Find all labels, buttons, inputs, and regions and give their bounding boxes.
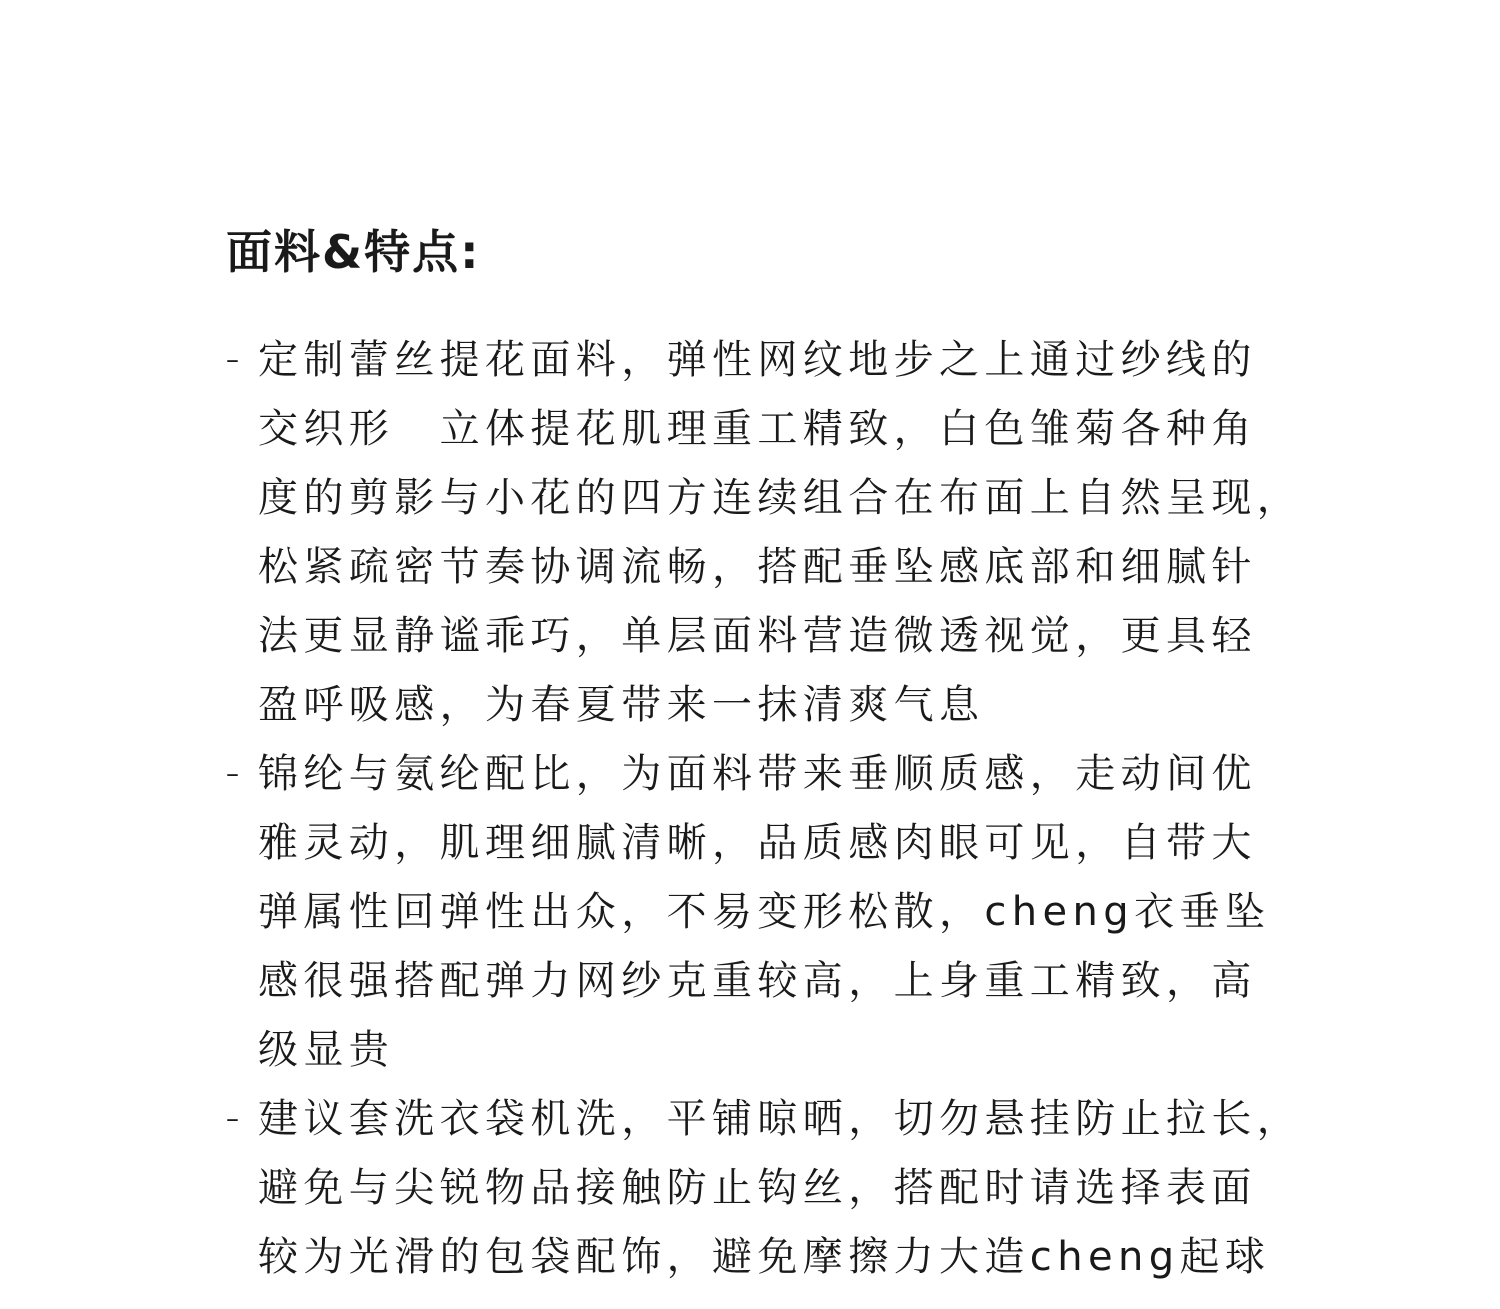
- feature-text: 建议套洗衣袋机洗，平铺晾晒，切勿悬挂防止拉长， 避免与尖锐物品接触防止钩丝，搭配时请选择表面 较为光滑的包袋配饰，避免摩擦力大造cheng起球: [258, 1096, 1303, 1280]
- fabric-features-section: [226, 220, 1346, 1292]
- feature-item-material: [226, 740, 1346, 1085]
- bullet-dash-icon: –: [226, 759, 239, 789]
- bullet-dash-icon: –: [226, 1104, 239, 1134]
- feature-text: 锦纶与氨纶配比，为面料带来垂顺质感，走动间优 雅灵动，肌理细腻清晰，品质感肉眼可见，自带大 弹属性回弹性出众，不易变形松散，cheng衣垂坠 感很强搭配弹力网纱克重较高，上身重工精致，高 级显贵: [258, 751, 1271, 1073]
- bullet-dash-icon: –: [226, 345, 239, 375]
- feature-item-care: [226, 1085, 1346, 1292]
- section-heading: 面料&特点:: [226, 225, 481, 279]
- feature-text: 定制蕾丝提花面料，弹性网纹地步之上通过纱线的 交织形 立体提花肌理重工精致，白色雏菊各种角 度的剪影与小花的四方连续组合在布面上自然呈现， 松紧疏密节奏协调流畅，搭配垂坠感底部和细腻针 法更显静谧乖巧，单层面料营造微透视觉，更具轻 盈呼吸感，为春夏带来一抹清爽气息: [258, 337, 1303, 728]
- feature-item-fabric: [226, 326, 1346, 740]
- feature-list: [226, 326, 1346, 1292]
